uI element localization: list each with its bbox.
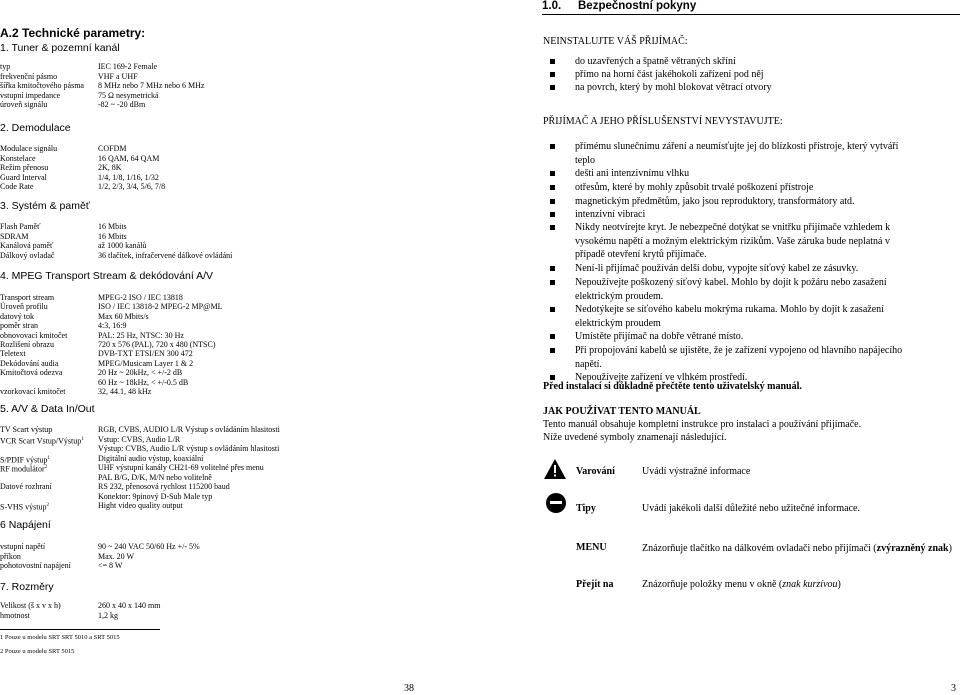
spec-value: 1/4, 1/8, 1/16, 1/32 [98,172,159,182]
bullet-marker-icon [550,212,555,217]
howto-line-2: Níže uvedené symboly znamenají následující. [543,432,727,443]
bullet-text: magnetickým předmětům, jako jsou reproduktory, transformátory atd. [575,196,855,207]
section-title-power: 6 Napájení [0,519,51,531]
spec-key: hmotnost [0,610,30,620]
spec-key: Kmitočtová odezva [0,368,63,378]
spec-key: RF modulátor$^2$ [0,464,48,474]
spec-value: UHF výstupní kanály CH21-69 volitelné přes menu [98,463,264,472]
read-manual-notice: Před instalací si důkladně přečtěte tento uživatelský manuál. [543,381,802,392]
spec-value: PAL B/G, D/K, M/N nebo volitelně [98,472,212,482]
spec-value: 90 ~ 240 VAC 50/60 Hz +/- 5% [98,542,200,551]
spec-key: Konstelace [0,153,36,163]
howto-title: JAK POUŽÍVAT TENTO MANUÁL [543,406,701,417]
spec-value: 32, 44.1, 48 kHz [98,387,152,396]
footnote-marker: 2 [44,465,48,470]
spec-value: ISO / IEC 13818-2 MPEG-2 MP@ML [98,302,223,312]
spec-key: vstupní impedance [0,90,61,100]
spec-value: Výstup: CVBS, Audio L/R výstup s ovládáním hlasitosti [98,444,280,453]
footnote-marker: 2 [46,503,49,508]
bullet-marker-icon [550,144,555,149]
spec-key: šířka kmitočtového pásma [0,81,84,90]
bullet-text: Není-li přijímač používán delší dobu, vypojte síťový kabel ze zásuvky. [575,263,859,274]
footnote-2: 2 Pouze u modelu SRT 5015 [0,648,75,655]
section-title-tuner: 1. Tuner & pozemní kanál [0,42,120,54]
bullet-marker-icon [550,334,555,339]
spec-value: 8 MHz nebo 7 MHz nebo 6 MHz [98,81,205,90]
bullet-text: Při propojování kabelů se ujistěte, že je zařízení vypojeno od hlavního napájecího napětí. [575,345,903,370]
spec-key: Datové rozhraní [0,482,52,491]
section-title-system: 3. Systém & paměť [0,200,90,212]
bullet-marker-icon [550,185,555,190]
spec-value: 16 QAM, 64 QAM [98,153,160,163]
spec-key: TV Scart výstup [0,425,53,434]
spec-value: Max 60 Mbits/s [98,311,149,321]
spec-key: Flash Paměť [0,222,41,231]
spec-value: Vstup: CVBS, Audio L/R [98,434,181,444]
spec-value: 16 Mbits [98,222,127,231]
spec-value: 60 Hz ~ 18kHz, < +/-0.5 dB [98,377,189,387]
section-title-demodulation: 2. Demodulace [0,122,71,134]
page-number-right: 3 [951,683,956,694]
spec-key: obnovovací kmitočet [0,330,68,340]
spec-value: 75 Ω nesymetrická [98,90,159,100]
menu-label: MENU [576,542,607,553]
spec-value: MPEG/Musicam Layer 1 & 2 [98,358,194,368]
spec-key: frekvenční pásmo [0,71,58,81]
bullet-marker-icon [550,72,555,77]
warning-description: Uvádí výstražné informace [642,466,751,477]
bullet-text: přímo na horní část jakéhokoli zařízení pod něj [575,69,764,80]
spec-value: Digitální audio výstup, koaxiální [98,453,204,463]
spec-key: Transport stream [0,293,55,302]
spec-key: typ [0,62,11,71]
bullet-text: Nikdy neotvírejte kryt. Je nebezpečné dotýkat se vnitřku přijímače vzhledem k vysokému napětí a možným elektrickým rizikům. Vaše záruka bude neplatná v případě otevření krytů přijímače. [575,222,891,260]
bullet-marker-icon [550,59,555,64]
spec-value: 720 x 576 (PAL), 720 x 480 (NTSC) [98,340,216,349]
warning-do-not-install: NEINSTALUJTE VÁŠ PŘIJÍMAČ: [543,36,688,47]
bullet-marker-icon [550,307,555,312]
spec-value: až 1000 kanálů [98,241,147,250]
warning-do-not-expose: PŘIJÍMAČ A JEHO PŘÍSLUŠENSTVÍ NEVYSTAVUJTE: [543,116,783,127]
spec-key: Code Rate [0,182,34,191]
bullet-text: do uzavřených a špatně větraných skříní [575,56,736,67]
spec-value: COFDM [98,144,127,153]
warning-label: Varování [576,466,615,477]
spec-key: Guard Interval [0,172,47,182]
bullet-text: dešti ani intenzivnímu vlhku [575,168,690,179]
spec-value: DVB-TXT ETSI/EN 300 472 [98,349,193,359]
spec-value: 36 tlačítek, infračervené dálkové ovládání [98,250,233,260]
spec-key: úroveň signálu [0,100,48,109]
spec-value: <= 8 W [98,561,123,570]
spec-key: Dekódování audia [0,358,59,368]
spec-key: Velikost (š x v x h) [0,601,61,610]
tip-icon [545,492,567,514]
bullet-marker-icon [550,199,555,204]
spec-key: Režim přenosu [0,163,49,172]
spec-key: vzorkovací kmitočet [0,387,66,396]
spec-key: Úroveň profilu [0,302,48,312]
tip-label: Tipy [576,503,596,514]
tip-description: Uvádí jakékoli další důležité nebo užitečné informace. [642,503,860,514]
spec-value: Konektor: 9pinový D-Sub Male typ [98,491,213,501]
bullet-text: Nepoužívejte poškozený síťový kabel. Mohlo by dojít k požáru nebo zasažení elektrickým proudem. [575,277,887,302]
bullet-text: přímému slunečnímu záření a neumísťujte jej do blízkosti přístroje, který vytváří teplo [575,141,899,166]
footnote-1: 1 Pouze u modelu SRT SRT 5010 a SRT 5015 [0,634,120,641]
spec-key: S-VHS výstup$^2$ [0,502,49,512]
spec-value: RGB, CVBS, AUDIO L/R Výstup s ovládáním hlasitosti [98,425,280,434]
safety-header-number: 1.0. [542,0,562,12]
section-title-mpeg: 4. MPEG Transport Stream & dekódování A/V [0,270,214,282]
spec-key: Teletext [0,349,26,359]
spec-value: Hight video quality output [98,501,183,510]
spec-value: 2K, 8K [98,163,122,172]
bullet-marker-icon [550,348,555,353]
spec-value: VHF a UHF [98,71,138,81]
warning-icon [543,458,567,480]
spec-value: RS 232, přenosová rychlost 115200 baud [98,482,230,491]
bullet-marker-icon [550,171,555,176]
page-number-left: 38 [404,683,414,694]
spec-key: Modulace signálu [0,144,58,153]
spec-value: IEC 169-2 Female [98,62,158,71]
spec-value: -82 ~ -20 dBm [98,100,146,109]
goto-label: Přejít na [576,579,614,590]
bullet-text: Umístěte přijímač na dobře větrané místo. [575,331,744,342]
spec-key: Kanálová paměť [0,241,54,250]
spec-key: SDRAM [0,231,29,241]
spec-key: S/PDIF výstup$^1$ [0,455,50,465]
spec-value: 20 Hz ~ 20kHz, < +/-2 dB [98,368,183,378]
spec-key: pohotovostní napájení [0,561,71,570]
spec-key: příkon [0,551,21,561]
section-title-dimensions: 7. Rozměry [0,581,54,593]
safety-header-title: Bezpečnostní pokyny [578,0,697,12]
footnote-divider [0,629,160,630]
spec-key: VCR Scart Vstup/Výstup$^1$ [0,436,84,446]
bullet-marker-icon [550,225,555,230]
spec-key: Rozlišení obrazu [0,340,54,349]
main-title: A.2 Technické parametry: [0,26,146,40]
spec-key: datový tok [0,311,34,321]
bullet-text: otřesům, které by mohly způsobit trvalé poškození přístroje [575,182,814,193]
bullet-marker-icon [550,85,555,90]
spec-value: 16 Mbits [98,231,127,241]
bullet-text: Nedotýkejte se síťového kabelu mokrýma rukama. Mohlo by dojít k zasažení elektrickým proudem [575,304,884,329]
menu-description: Znázorňuje tlačítko na dálkovém ovladači nebo přijímači (zvýrazněný znak) [642,543,952,554]
spec-value: 1/2, 2/3, 3/4, 5/6, 7/8 [98,182,166,191]
spec-value: PAL: 25 Hz, NTSC: 30 Hz [98,330,184,340]
bullet-marker-icon [550,266,555,271]
footnote-marker: 1 [81,436,84,442]
spec-value: MPEG-2 ISO / IEC 13818 [98,293,183,302]
spec-value: 260 x 40 x 140 mm [98,601,161,610]
bullet-text: Nepoužívejte zařízení ve vlhkém prostředí. [575,372,748,383]
bullet-text: na povrch, který by mohl blokovat větrací otvory [575,82,772,93]
bullet-text: intenzivní vibraci [575,209,646,220]
goto-description: Znázorňuje položky menu v okně (znak kurzívou) [642,579,841,590]
spec-value: 4:3, 16:9 [98,321,127,331]
footnote-marker: 1 [47,455,50,461]
spec-value: Max. 20 W [98,551,135,561]
spec-key: Dálkový ovladač [0,250,55,260]
section-title-av: 5. A/V & Data In/Out [0,403,95,415]
howto-line-1: Tento manuál obsahuje kompletní instrukce pro instalaci a používání přijímače. [543,419,862,430]
spec-value: 1,2 kg [98,610,118,620]
spec-key: vstupní napětí [0,542,46,551]
header-rule [542,14,960,15]
bullet-marker-icon [550,280,555,285]
spec-key: poměr stran [0,321,38,331]
